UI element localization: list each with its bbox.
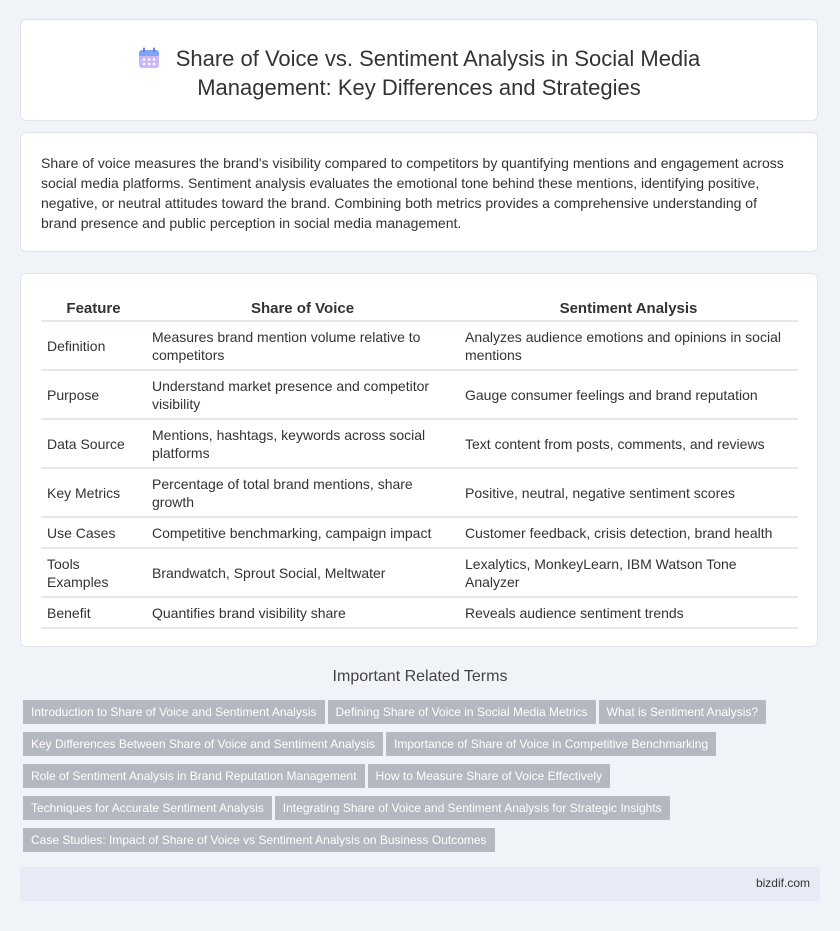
related-term-link[interactable]: Techniques for Accurate Sentiment Analysis xyxy=(23,796,272,820)
feature-cell: Tools Examples xyxy=(41,548,146,597)
related-terms-heading: Important Related Terms xyxy=(332,668,508,685)
related-term-link[interactable]: Case Studies: Impact of Share of Voice vs Sentiment Analysis on Business Outcomes xyxy=(23,828,495,852)
sentiment-cell: Text content from posts, comments, and reviews xyxy=(459,419,798,468)
header-sentiment-analysis: Sentiment Analysis xyxy=(459,296,798,321)
header-share-of-voice: Share of Voice xyxy=(146,296,459,321)
related-term-link[interactable]: Defining Share of Voice in Social Media Metrics xyxy=(328,700,596,724)
table-row xyxy=(41,370,798,419)
table-row xyxy=(41,468,798,517)
comparison-table xyxy=(41,296,798,629)
table-row xyxy=(41,597,798,628)
feature-cell: Key Metrics xyxy=(41,468,146,517)
site-link[interactable]: bizdif.com xyxy=(755,876,810,890)
table-header-row xyxy=(41,296,798,321)
related-term-link[interactable]: Key Differences Between Share of Voice and Sentiment Analysis xyxy=(23,732,383,756)
sentiment-cell: Customer feedback, crisis detection, brand health xyxy=(459,517,798,548)
sentiment-cell: Gauge consumer feelings and brand reputation xyxy=(459,370,798,419)
table-row xyxy=(41,321,798,370)
title-card xyxy=(20,19,818,121)
intro-card xyxy=(20,132,818,252)
share-of-voice-cell: Percentage of total brand mentions, share growth xyxy=(146,468,459,517)
feature-cell: Purpose xyxy=(41,370,146,419)
sentiment-cell: Positive, neutral, negative sentiment scores xyxy=(459,468,798,517)
footer xyxy=(20,867,820,901)
share-of-voice-cell: Understand market presence and competitor visibility xyxy=(146,370,459,419)
feature-cell: Use Cases xyxy=(41,517,146,548)
intro-paragraph: Share of voice measures the brand's visibility compared to competitors by quantifying mentions and engagement across social media platforms. Sentiment analysis evaluates the emotional tone behind these mentions, identifying positive, negative, or neutral attitudes toward the brand. Combining both metrics provides a comprehensive understanding of brand presence and public perception in social media management. xyxy=(41,155,784,231)
table-row xyxy=(41,548,798,597)
header-feature: Feature xyxy=(41,296,146,321)
table-row xyxy=(41,419,798,468)
share-of-voice-cell: Measures brand mention volume relative to competitors xyxy=(146,321,459,370)
share-of-voice-cell: Brandwatch, Sprout Social, Meltwater xyxy=(146,548,459,597)
related-term-link[interactable]: Introduction to Share of Voice and Sentiment Analysis xyxy=(23,700,325,724)
comparison-card xyxy=(20,273,818,647)
sentiment-cell: Lexalytics, MonkeyLearn, IBM Watson Tone Analyzer xyxy=(459,548,798,597)
related-term-link[interactable]: Integrating Share of Voice and Sentiment Analysis for Strategic Insights xyxy=(275,796,670,820)
feature-cell: Data Source xyxy=(41,419,146,468)
sentiment-cell: Reveals audience sentiment trends xyxy=(459,597,798,628)
share-of-voice-cell: Mentions, hashtags, keywords across social platforms xyxy=(146,419,459,468)
share-of-voice-cell: Competitive benchmarking, campaign impact xyxy=(146,517,459,548)
share-of-voice-cell: Quantifies brand visibility share xyxy=(146,597,459,628)
related-term-link[interactable]: Importance of Share of Voice in Competitive Benchmarking xyxy=(386,732,716,756)
feature-cell: Benefit xyxy=(41,597,146,628)
related-terms-list xyxy=(23,700,803,860)
related-term-link[interactable]: How to Measure Share of Voice Effectively xyxy=(368,764,611,788)
calendar-icon xyxy=(138,47,160,69)
table-row xyxy=(41,517,798,548)
related-term-link[interactable]: What is Sentiment Analysis? xyxy=(599,700,766,724)
title-line-1: Share of Voice vs. Sentiment Analysis in Social Media xyxy=(175,46,701,71)
title-line-2: Management: Key Differences and Strategies xyxy=(197,75,641,100)
feature-cell: Definition xyxy=(41,321,146,370)
page-title xyxy=(21,44,817,102)
sentiment-cell: Analyzes audience emotions and opinions in social mentions xyxy=(459,321,798,370)
related-term-link[interactable]: Role of Sentiment Analysis in Brand Reputation Management xyxy=(23,764,365,788)
